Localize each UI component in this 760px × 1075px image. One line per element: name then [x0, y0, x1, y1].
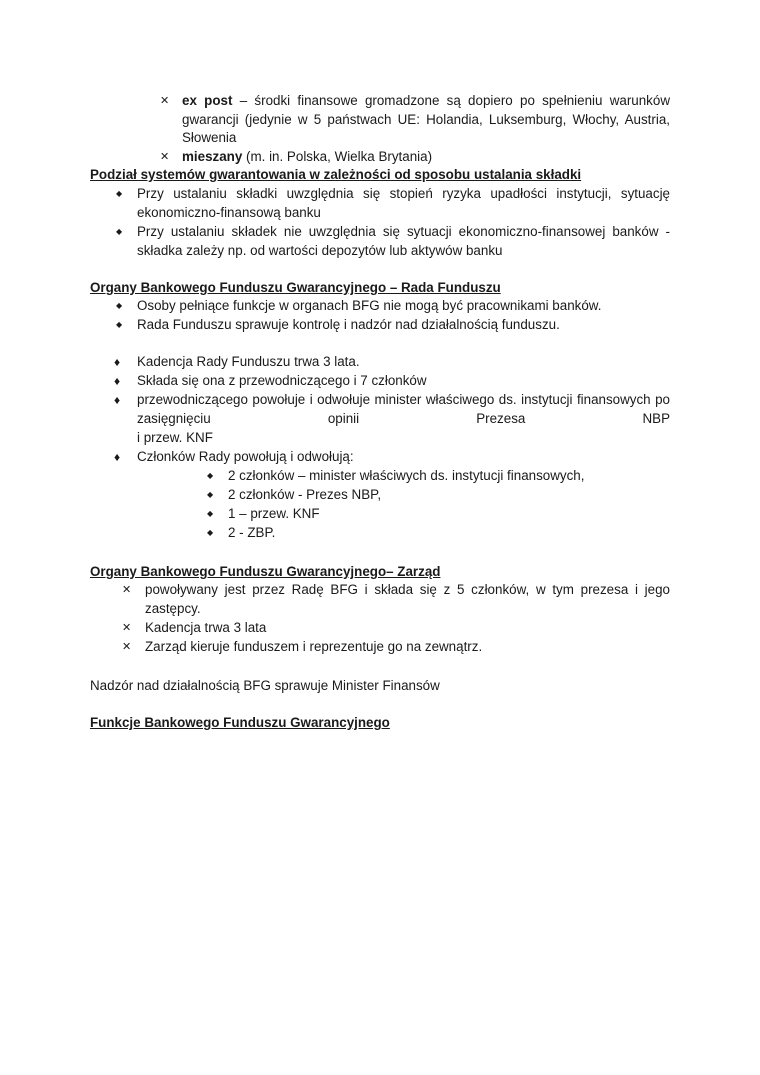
diamond-bullet-icon: ◆	[116, 320, 123, 329]
list-item: ◆ 2 członków - Prezes NBP,	[0, 486, 760, 505]
diamond-bullet-icon: ◆	[207, 509, 214, 518]
list-item	[0, 148, 760, 167]
cross-bullet-icon: ✕	[122, 584, 132, 596]
diamond-bullet-icon: ◆	[116, 227, 123, 236]
council-list	[0, 297, 760, 335]
list-item: ✕ Zarząd kieruje funduszem i reprezentuje go na zewnątrz.	[0, 638, 760, 657]
diamond-bullet-icon: ♦	[114, 355, 121, 369]
list-item: ◆ 2 członków – minister właściwych ds. instytucji finansowych,	[0, 467, 760, 486]
diamond-bullet-icon: ◆	[207, 471, 214, 480]
list-item: ♦ Członków Rady powołują i odwołują:	[0, 448, 760, 467]
list-item: ◆ Przy ustalaniu składki uwzględnia się stopień ryzyka upadłości instytucji, sytuację ekonomiczno-finansową banku	[116, 186, 670, 220]
list-item: ◆ 2 - ZBP.	[0, 524, 760, 543]
list-item: ◆ Przy ustalaniu składek nie uwzględnia się sytuacji ekonomiczno-finansowej banków - składka zależy np. od wartości depozytów lub aktywów banku	[116, 224, 670, 258]
cross-bullet-icon: ✕	[122, 641, 132, 653]
diamond-bullet-icon: ◆	[116, 189, 123, 198]
section-heading: Funkcje Bankowego Funduszu Gwarancyjnego	[90, 715, 390, 730]
list-item: ♦ przewodniczącego powołuje i odwołuje minister właściwego ds. instytucji finansowych po zasięgnięciu opinii Prezesa NBP i przew. KNF	[114, 392, 670, 445]
section-heading: Podział systemów gwarantowania w zależności od sposobu ustalania składki	[90, 167, 582, 182]
section-heading: Organy Bankowego Funduszu Gwarancyjnego – Rada Funduszu	[90, 280, 501, 295]
diamond-bullet-icon: ♦	[114, 393, 121, 407]
list-item: ✕ powoływany jest przez Radę BFG i składa się z 5 członków, w tym prezesa i jego zastępcy.	[122, 582, 670, 616]
diamond-bullet-icon: ◆	[207, 528, 214, 537]
cross-bullet-icon: ✕	[160, 95, 170, 107]
list-item: ◆ Rada Funduszu sprawuje kontrolę i nadzór nad działalnością funduszu.	[0, 316, 760, 335]
supervision-paragraph: Nadzór nad działalnością BFG sprawuje Minister Finansów	[90, 678, 440, 693]
list-item-text: mieszany (m. in. Polska, Wielka Brytania)	[182, 149, 433, 164]
council-details-list	[0, 353, 760, 543]
list-item-text: ex post – środki finansowe gromadzone są dopiero po spełnieniu warunków gwarancji (jedynie w 5 państwach UE: Holandia, Luksemburg, Włochy, Austria, Słowenia	[182, 93, 670, 146]
cross-bullet-icon: ✕	[160, 151, 170, 163]
list-item	[0, 92, 760, 148]
members-sublist	[0, 467, 760, 543]
list-item: ✕ Kadencja trwa 3 lata	[0, 619, 760, 638]
diamond-bullet-icon: ♦	[114, 450, 121, 464]
diamond-bullet-icon: ◆	[116, 301, 123, 310]
list-item: ♦ Kadencja Rady Funduszu trwa 3 lata.	[0, 353, 760, 372]
cross-bullet-icon: ✕	[122, 622, 132, 634]
diamond-bullet-icon: ◆	[207, 490, 214, 499]
board-list	[0, 581, 760, 657]
list-item: ♦ Składa się ona z przewodniczącego i 7 członków	[0, 372, 760, 391]
contribution-list	[0, 185, 760, 261]
diamond-bullet-icon: ♦	[114, 374, 121, 388]
guarantee-type-list	[0, 92, 760, 167]
section-heading: Organy Bankowego Funduszu Gwarancyjnego– Zarząd	[90, 564, 441, 579]
list-item: ◆ Osoby pełniące funkcje w organach BFG nie mogą być pracownikami banków.	[0, 297, 760, 316]
list-item: ◆ 1 – przew. KNF	[0, 505, 760, 524]
